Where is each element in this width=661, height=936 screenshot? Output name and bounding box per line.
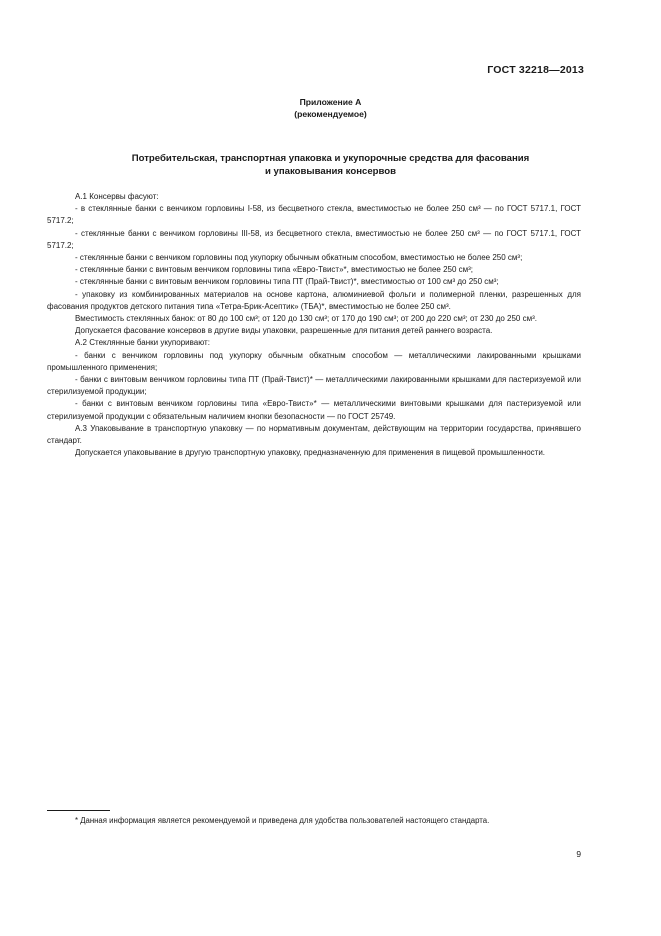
paragraph: Допускается упаковывание в другую транспортную упаковку, предназначенную для применения в пищевой промышленности.: [75, 448, 546, 458]
paragraph: А.2 Стеклянные банки укупоривают:: [75, 338, 210, 348]
appendix-heading: [0, 96, 661, 120]
paragraph: - стеклянные банки с венчиком горловины под укупорку обычным обкатным способом, вместимостью не более 250 см³;: [75, 253, 523, 263]
paragraph: Вместимость стеклянных банок: от 80 до 100 см³; от 120 до 130 см³; от 170 до 190 см³; от 200 до 220 см³; от 230 до 250 см³.: [75, 314, 537, 324]
document-id: ГОСТ 32218—2013: [487, 64, 584, 76]
section-title-line-2: и упаковывания консервов: [264, 165, 397, 177]
paragraph: - банки с винтовым венчиком горловины типа «Евро-Твист»* — металлическими винтовыми крышками для пастеризуемой или стерилизуемой продукции с обязательным наличием кнопки безопасности — по ГОСТ 25749.: [47, 399, 581, 421]
paragraph: - в стеклянные банки с венчиком горловины I-58, из бесцветного стекла, вместимостью не более 250 см³ — по ГОСТ 5717.1, ГОСТ 5717.2;: [47, 204, 581, 226]
paragraph: - стеклянные банки с винтовым венчиком горловины типа «Евро-Твист»*, вместимостью не более 250 см³;: [75, 265, 474, 275]
paragraph: - стеклянные банки с венчиком горловины III-58, из бесцветного стекла, вместимостью не более 250 см³ — по ГОСТ 5717.1, ГОСТ 5717.2;: [47, 228, 581, 250]
paragraph: А.1 Консервы фасуют:: [75, 192, 159, 201]
paragraph: - банки с винтовым венчиком горловины типа ПТ (Прай-Твист)* — металлическими лакированными крышками для пастеризуемой или стерилизуемой продукции;: [47, 375, 581, 397]
body-text: [47, 191, 581, 459]
appendix-label: Приложение А: [299, 97, 362, 107]
page-number: 9: [576, 849, 581, 859]
footnote: * Данная информация является рекомендуемой и приведена для удобства пользователей настоящего стандарта.: [75, 816, 490, 825]
footnote-divider: [47, 810, 110, 811]
paragraph: - упаковку из комбинированных материалов на основе картона, алюминиевой фольги и полимерной пленки, разрешенных для фасования продуктов детского питания типа «Тетра-Брик-Асептик» (ТБА)*, вместимостью не более 250 см³.: [47, 289, 581, 311]
paragraph: - стеклянные банки с винтовым венчиком горловины типа ПТ (Прай-Твист)*, вместимостью от 100 см³ до 250 см³;: [75, 277, 499, 287]
paragraph: А.3 Упаковывание в транспортную упаковку — по нормативным документам, действующим на территории государства, принявшего стандарт.: [47, 423, 581, 446]
appendix-status: (рекомендуемое): [294, 109, 367, 119]
section-title-line-1: Потребительская, транспортная упаковка и укупорочные средства для фасования: [131, 153, 530, 164]
paragraph: Допускается фасование консервов в другие виды упаковки, разрешенные для питания детей раннего возраста.: [75, 326, 493, 336]
section-title: [60, 153, 601, 178]
paragraph: - банки с венчиком горловины под укупорку обычным обкатным способом — металлическими лакированными крышками промышленного применения;: [47, 350, 581, 372]
